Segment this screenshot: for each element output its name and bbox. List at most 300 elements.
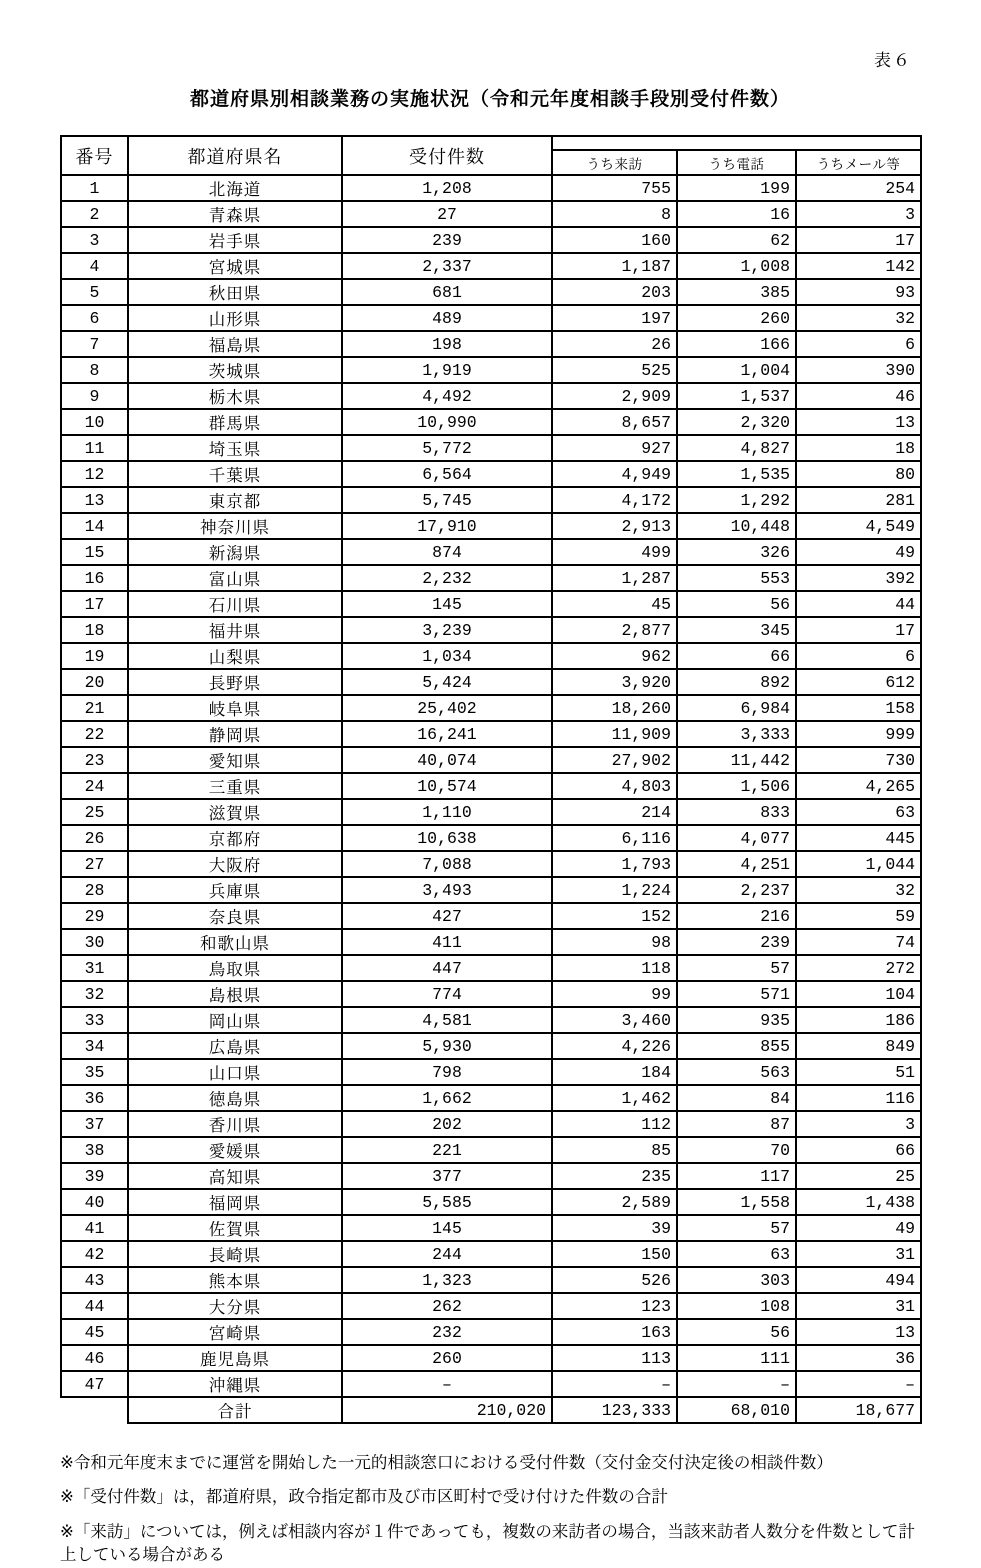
row-number-cell: 15 bbox=[61, 539, 128, 565]
mail-count-cell: 31 bbox=[796, 1241, 921, 1267]
visit-count-cell: 4,226 bbox=[552, 1033, 677, 1059]
prefecture-name-cell: 群馬県 bbox=[128, 409, 342, 435]
phone-count-cell: 385 bbox=[677, 279, 796, 305]
row-number-cell: 1 bbox=[61, 175, 128, 201]
mail-count-cell: 25 bbox=[796, 1163, 921, 1189]
header-row-main bbox=[61, 136, 921, 150]
visit-count-cell: 11,909 bbox=[552, 721, 677, 747]
prefecture-name-cell: 鹿児島県 bbox=[128, 1345, 342, 1371]
row-number-cell: 13 bbox=[61, 487, 128, 513]
visit-count-cell: 8 bbox=[552, 201, 677, 227]
row-number-cell: 24 bbox=[61, 773, 128, 799]
mail-count-cell: 104 bbox=[796, 981, 921, 1007]
visit-count-cell: 113 bbox=[552, 1345, 677, 1371]
prefecture-name-cell: 奈良県 bbox=[128, 903, 342, 929]
total-count-cell: 27 bbox=[342, 201, 552, 227]
visit-count-cell: 45 bbox=[552, 591, 677, 617]
row-number-cell: 4 bbox=[61, 253, 128, 279]
total-count-cell: 262 bbox=[342, 1293, 552, 1319]
visit-count-cell: 214 bbox=[552, 799, 677, 825]
table-row bbox=[61, 721, 921, 747]
prefecture-name-cell: 秋田県 bbox=[128, 279, 342, 305]
mail-count-cell: 51 bbox=[796, 1059, 921, 1085]
row-number-cell: 43 bbox=[61, 1267, 128, 1293]
visit-count-cell: 112 bbox=[552, 1111, 677, 1137]
mail-count-cell: 390 bbox=[796, 357, 921, 383]
row-number-cell: 47 bbox=[61, 1371, 128, 1397]
table-row bbox=[61, 279, 921, 305]
phone-count-cell: 2,320 bbox=[677, 409, 796, 435]
mail-count-cell: 849 bbox=[796, 1033, 921, 1059]
phone-count-cell: 1,008 bbox=[677, 253, 796, 279]
table-row bbox=[61, 669, 921, 695]
mail-count-cell: 4,549 bbox=[796, 513, 921, 539]
row-number-cell: 38 bbox=[61, 1137, 128, 1163]
row-number-cell: 46 bbox=[61, 1345, 128, 1371]
phone-count-cell: 84 bbox=[677, 1085, 796, 1111]
row-number-cell: 39 bbox=[61, 1163, 128, 1189]
table-row bbox=[61, 643, 921, 669]
row-number-cell: 12 bbox=[61, 461, 128, 487]
table-row bbox=[61, 305, 921, 331]
phone-count-cell: 57 bbox=[677, 1215, 796, 1241]
table-row bbox=[61, 1111, 921, 1137]
table-row bbox=[61, 1085, 921, 1111]
mail-count-cell: 36 bbox=[796, 1345, 921, 1371]
prefecture-name-cell: 岐阜県 bbox=[128, 695, 342, 721]
table-row bbox=[61, 903, 921, 929]
total-count-cell: 6,564 bbox=[342, 461, 552, 487]
total-count-cell: 5,745 bbox=[342, 487, 552, 513]
prefecture-name-cell: 石川県 bbox=[128, 591, 342, 617]
row-number-cell: 41 bbox=[61, 1215, 128, 1241]
footnote-receipt-scope: ※令和元年度末までに運営を開始した一元的相談窓口における受付件数（交付金交付決定後の相談件数） bbox=[60, 1454, 833, 1472]
mail-count-cell: 272 bbox=[796, 955, 921, 981]
visit-count-cell: 499 bbox=[552, 539, 677, 565]
total-count-cell: 681 bbox=[342, 279, 552, 305]
total-count-cell: 10,574 bbox=[342, 773, 552, 799]
total-count-cell: 17,910 bbox=[342, 513, 552, 539]
visit-count-cell: 755 bbox=[552, 175, 677, 201]
visit-count-cell: 163 bbox=[552, 1319, 677, 1345]
row-number-cell: 17 bbox=[61, 591, 128, 617]
row-number-cell: 22 bbox=[61, 721, 128, 747]
total-row-label-cell: 合計 bbox=[128, 1397, 342, 1423]
mail-count-cell: 281 bbox=[796, 487, 921, 513]
total-count-cell: 16,241 bbox=[342, 721, 552, 747]
row-number-cell: 27 bbox=[61, 851, 128, 877]
phone-count-cell: 68,010 bbox=[677, 1397, 796, 1423]
total-count-cell: 239 bbox=[342, 227, 552, 253]
visit-count-cell: 1,462 bbox=[552, 1085, 677, 1111]
prefecture-name-cell: 栃木県 bbox=[128, 383, 342, 409]
table-row bbox=[61, 1371, 921, 1397]
col-header-total-count: 受付件数 bbox=[342, 136, 552, 175]
visit-count-cell: 526 bbox=[552, 1267, 677, 1293]
mail-count-cell: 730 bbox=[796, 747, 921, 773]
row-number-cell: 32 bbox=[61, 981, 128, 1007]
phone-count-cell: 892 bbox=[677, 669, 796, 695]
mail-count-cell: 59 bbox=[796, 903, 921, 929]
prefecture-name-cell: 山梨県 bbox=[128, 643, 342, 669]
visit-count-cell: 8,657 bbox=[552, 409, 677, 435]
phone-count-cell: 117 bbox=[677, 1163, 796, 1189]
total-count-cell: 25,402 bbox=[342, 695, 552, 721]
prefecture-name-cell: 宮城県 bbox=[128, 253, 342, 279]
total-count-cell: 202 bbox=[342, 1111, 552, 1137]
table-row bbox=[61, 1215, 921, 1241]
mail-count-cell: 66 bbox=[796, 1137, 921, 1163]
visit-count-cell: 1,793 bbox=[552, 851, 677, 877]
mail-count-cell: 46 bbox=[796, 383, 921, 409]
total-count-cell: 377 bbox=[342, 1163, 552, 1189]
mail-count-cell: 3 bbox=[796, 201, 921, 227]
col-header-number: 番号 bbox=[61, 136, 128, 175]
phone-count-cell: 70 bbox=[677, 1137, 796, 1163]
total-count-cell: 447 bbox=[342, 955, 552, 981]
phone-count-cell: 4,077 bbox=[677, 825, 796, 851]
phone-count-cell: 303 bbox=[677, 1267, 796, 1293]
prefecture-name-cell: 福島県 bbox=[128, 331, 342, 357]
mail-count-cell: 158 bbox=[796, 695, 921, 721]
phone-count-cell: 111 bbox=[677, 1345, 796, 1371]
subheader-spacer bbox=[552, 136, 921, 150]
prefecture-name-cell: 香川県 bbox=[128, 1111, 342, 1137]
visit-count-cell: 39 bbox=[552, 1215, 677, 1241]
prefecture-name-cell: 島根県 bbox=[128, 981, 342, 1007]
mail-count-cell: 1,044 bbox=[796, 851, 921, 877]
table-row bbox=[61, 175, 921, 201]
mail-count-cell: 6 bbox=[796, 331, 921, 357]
visit-count-cell: 2,909 bbox=[552, 383, 677, 409]
row-number-cell: 44 bbox=[61, 1293, 128, 1319]
mail-count-cell: 74 bbox=[796, 929, 921, 955]
total-count-cell: 3,493 bbox=[342, 877, 552, 903]
phone-count-cell: 326 bbox=[677, 539, 796, 565]
total-count-cell: 5,424 bbox=[342, 669, 552, 695]
table-row bbox=[61, 565, 921, 591]
total-count-cell: 4,492 bbox=[342, 383, 552, 409]
row-number-cell: 11 bbox=[61, 435, 128, 461]
mail-count-cell: 49 bbox=[796, 539, 921, 565]
phone-count-cell: 1,535 bbox=[677, 461, 796, 487]
total-row-spacer-cell bbox=[61, 1397, 128, 1423]
mail-count-cell: 17 bbox=[796, 617, 921, 643]
mail-count-cell: 44 bbox=[796, 591, 921, 617]
total-count-cell: 5,585 bbox=[342, 1189, 552, 1215]
phone-count-cell: 855 bbox=[677, 1033, 796, 1059]
row-number-cell: 28 bbox=[61, 877, 128, 903]
total-count-cell: 1,919 bbox=[342, 357, 552, 383]
prefecture-name-cell: 熊本県 bbox=[128, 1267, 342, 1293]
phone-count-cell: 62 bbox=[677, 227, 796, 253]
row-number-cell: 26 bbox=[61, 825, 128, 851]
prefecture-name-cell: 富山県 bbox=[128, 565, 342, 591]
visit-count-cell: 203 bbox=[552, 279, 677, 305]
visit-count-cell: 2,877 bbox=[552, 617, 677, 643]
mail-count-cell: 31 bbox=[796, 1293, 921, 1319]
table-row bbox=[61, 617, 921, 643]
phone-count-cell: 553 bbox=[677, 565, 796, 591]
table-row bbox=[61, 799, 921, 825]
phone-count-cell: 4,251 bbox=[677, 851, 796, 877]
visit-count-cell: 1,224 bbox=[552, 877, 677, 903]
mail-count-cell: 32 bbox=[796, 877, 921, 903]
phone-count-cell: 56 bbox=[677, 1319, 796, 1345]
mail-count-cell: 999 bbox=[796, 721, 921, 747]
col-header-mail: うちメール等 bbox=[796, 150, 921, 175]
mail-count-cell: 254 bbox=[796, 175, 921, 201]
visit-count-cell: 118 bbox=[552, 955, 677, 981]
phone-count-cell: 239 bbox=[677, 929, 796, 955]
table-row bbox=[61, 461, 921, 487]
table-row bbox=[61, 1033, 921, 1059]
mail-count-cell: 186 bbox=[796, 1007, 921, 1033]
row-number-cell: 20 bbox=[61, 669, 128, 695]
table-row bbox=[61, 409, 921, 435]
table-row bbox=[61, 227, 921, 253]
visit-count-cell: 98 bbox=[552, 929, 677, 955]
visit-count-cell: 235 bbox=[552, 1163, 677, 1189]
row-number-cell: 31 bbox=[61, 955, 128, 981]
total-count-cell: 260 bbox=[342, 1345, 552, 1371]
row-number-cell: 8 bbox=[61, 357, 128, 383]
prefecture-name-cell: 長野県 bbox=[128, 669, 342, 695]
phone-count-cell: 2,237 bbox=[677, 877, 796, 903]
visit-count-cell: 160 bbox=[552, 227, 677, 253]
visit-count-cell: 1,287 bbox=[552, 565, 677, 591]
footnote-visit-counting: ※「来訪」については，例えば相談内容が１件であっても，複数の来訪者の場合，当該来訪者人数分を件数として計上している場合がある bbox=[60, 1522, 915, 1565]
table-row bbox=[61, 1293, 921, 1319]
row-number-cell: 30 bbox=[61, 929, 128, 955]
total-count-cell: 221 bbox=[342, 1137, 552, 1163]
row-number-cell: 10 bbox=[61, 409, 128, 435]
mail-count-cell: 612 bbox=[796, 669, 921, 695]
table-row bbox=[61, 383, 921, 409]
visit-count-cell: 123 bbox=[552, 1293, 677, 1319]
row-number-cell: 21 bbox=[61, 695, 128, 721]
table-row bbox=[61, 955, 921, 981]
row-number-cell: 25 bbox=[61, 799, 128, 825]
table-total-row bbox=[61, 1397, 921, 1423]
phone-count-cell: 216 bbox=[677, 903, 796, 929]
row-number-cell: 23 bbox=[61, 747, 128, 773]
table-row bbox=[61, 331, 921, 357]
phone-count-cell: 10,448 bbox=[677, 513, 796, 539]
row-number-cell: 16 bbox=[61, 565, 128, 591]
visit-count-cell: 3,920 bbox=[552, 669, 677, 695]
col-header-prefecture: 都道府県名 bbox=[128, 136, 342, 175]
mail-count-cell: 63 bbox=[796, 799, 921, 825]
phone-count-cell: 1,558 bbox=[677, 1189, 796, 1215]
col-header-phone: うち電話 bbox=[677, 150, 796, 175]
visit-count-cell: 152 bbox=[552, 903, 677, 929]
prefecture-name-cell: 三重県 bbox=[128, 773, 342, 799]
prefecture-name-cell: 鳥取県 bbox=[128, 955, 342, 981]
table-row bbox=[61, 1241, 921, 1267]
prefecture-name-cell: 岩手県 bbox=[128, 227, 342, 253]
phone-count-cell: 57 bbox=[677, 955, 796, 981]
table-row bbox=[61, 1267, 921, 1293]
phone-count-cell: 1,004 bbox=[677, 357, 796, 383]
phone-count-cell: 4,827 bbox=[677, 435, 796, 461]
phone-count-cell: 1,537 bbox=[677, 383, 796, 409]
visit-count-cell: 99 bbox=[552, 981, 677, 1007]
prefecture-name-cell: 山形県 bbox=[128, 305, 342, 331]
visit-count-cell: 184 bbox=[552, 1059, 677, 1085]
total-count-cell: 5,930 bbox=[342, 1033, 552, 1059]
table-row bbox=[61, 695, 921, 721]
visit-count-cell: 927 bbox=[552, 435, 677, 461]
visit-count-cell: 3,460 bbox=[552, 1007, 677, 1033]
mail-count-cell: 1,438 bbox=[796, 1189, 921, 1215]
row-number-cell: 18 bbox=[61, 617, 128, 643]
phone-count-cell: 87 bbox=[677, 1111, 796, 1137]
table-row bbox=[61, 929, 921, 955]
table-row bbox=[61, 487, 921, 513]
mail-count-cell: 6 bbox=[796, 643, 921, 669]
col-header-visit: うち来訪 bbox=[552, 150, 677, 175]
row-number-cell: 29 bbox=[61, 903, 128, 929]
phone-count-cell: 563 bbox=[677, 1059, 796, 1085]
mail-count-cell: 494 bbox=[796, 1267, 921, 1293]
phone-count-cell: 571 bbox=[677, 981, 796, 1007]
mail-count-cell: 18 bbox=[796, 435, 921, 461]
row-number-cell: 14 bbox=[61, 513, 128, 539]
prefecture-name-cell: 広島県 bbox=[128, 1033, 342, 1059]
mail-count-cell: 17 bbox=[796, 227, 921, 253]
prefecture-name-cell: 佐賀県 bbox=[128, 1215, 342, 1241]
table-row bbox=[61, 773, 921, 799]
phone-count-cell: 3,333 bbox=[677, 721, 796, 747]
prefecture-consultation-table bbox=[60, 135, 922, 1424]
total-count-cell: 798 bbox=[342, 1059, 552, 1085]
total-count-cell: 210,020 bbox=[342, 1397, 552, 1423]
phone-count-cell: 56 bbox=[677, 591, 796, 617]
visit-count-cell: 962 bbox=[552, 643, 677, 669]
prefecture-name-cell: 愛知県 bbox=[128, 747, 342, 773]
prefecture-name-cell: 京都府 bbox=[128, 825, 342, 851]
total-count-cell: 489 bbox=[342, 305, 552, 331]
total-count-cell: 1,110 bbox=[342, 799, 552, 825]
prefecture-name-cell: 愛媛県 bbox=[128, 1137, 342, 1163]
mail-count-cell: 49 bbox=[796, 1215, 921, 1241]
footnote-count-definition: ※「受付件数」は，都道府県，政令指定都市及び市区町村で受け付けた件数の合計 bbox=[60, 1488, 668, 1507]
row-number-cell: 6 bbox=[61, 305, 128, 331]
total-count-cell: 232 bbox=[342, 1319, 552, 1345]
total-count-cell: 1,662 bbox=[342, 1085, 552, 1111]
visit-count-cell: 18,260 bbox=[552, 695, 677, 721]
phone-count-cell: 66 bbox=[677, 643, 796, 669]
visit-count-cell: 27,902 bbox=[552, 747, 677, 773]
visit-count-cell: 85 bbox=[552, 1137, 677, 1163]
table-number-label: 表６ bbox=[874, 51, 912, 70]
visit-count-cell: 525 bbox=[552, 357, 677, 383]
table-row bbox=[61, 591, 921, 617]
row-number-cell: 40 bbox=[61, 1189, 128, 1215]
table-row bbox=[61, 1059, 921, 1085]
mail-count-cell: 32 bbox=[796, 305, 921, 331]
table-row bbox=[61, 1163, 921, 1189]
table-row bbox=[61, 513, 921, 539]
visit-count-cell: 6,116 bbox=[552, 825, 677, 851]
page-title: 都道府県別相談業務の実施状況（令和元年度相談手段別受付件数） bbox=[189, 89, 790, 110]
row-number-cell: 2 bbox=[61, 201, 128, 227]
phone-count-cell: 166 bbox=[677, 331, 796, 357]
phone-count-cell: 63 bbox=[677, 1241, 796, 1267]
visit-count-cell: 123,333 bbox=[552, 1397, 677, 1423]
total-count-cell: 244 bbox=[342, 1241, 552, 1267]
row-number-cell: 36 bbox=[61, 1085, 128, 1111]
row-number-cell: 3 bbox=[61, 227, 128, 253]
phone-count-cell: 11,442 bbox=[677, 747, 796, 773]
total-count-cell: 145 bbox=[342, 1215, 552, 1241]
table-row bbox=[61, 747, 921, 773]
visit-count-cell: 1,187 bbox=[552, 253, 677, 279]
phone-count-cell: 1,292 bbox=[677, 487, 796, 513]
prefecture-name-cell: 北海道 bbox=[128, 175, 342, 201]
mail-count-cell: 142 bbox=[796, 253, 921, 279]
row-number-cell: 34 bbox=[61, 1033, 128, 1059]
phone-count-cell: 6,984 bbox=[677, 695, 796, 721]
visit-count-cell: 197 bbox=[552, 305, 677, 331]
mail-count-cell: 3 bbox=[796, 1111, 921, 1137]
phone-count-cell: 935 bbox=[677, 1007, 796, 1033]
total-count-cell: 1,034 bbox=[342, 643, 552, 669]
prefecture-name-cell: 和歌山県 bbox=[128, 929, 342, 955]
table-row bbox=[61, 1189, 921, 1215]
mail-count-cell: 93 bbox=[796, 279, 921, 305]
mail-count-cell: 13 bbox=[796, 409, 921, 435]
table-row bbox=[61, 851, 921, 877]
prefecture-name-cell: 静岡県 bbox=[128, 721, 342, 747]
phone-count-cell: 260 bbox=[677, 305, 796, 331]
mail-count-cell: 80 bbox=[796, 461, 921, 487]
phone-count-cell: 345 bbox=[677, 617, 796, 643]
table-body bbox=[61, 175, 921, 1423]
prefecture-name-cell: 茨城県 bbox=[128, 357, 342, 383]
prefecture-name-cell: 東京都 bbox=[128, 487, 342, 513]
prefecture-name-cell: 神奈川県 bbox=[128, 513, 342, 539]
mail-count-cell: 18,677 bbox=[796, 1397, 921, 1423]
table-header bbox=[61, 136, 921, 175]
phone-count-cell: 833 bbox=[677, 799, 796, 825]
visit-count-cell: 4,803 bbox=[552, 773, 677, 799]
prefecture-name-cell: 滋賀県 bbox=[128, 799, 342, 825]
total-count-cell: 40,074 bbox=[342, 747, 552, 773]
table-row bbox=[61, 539, 921, 565]
row-number-cell: 42 bbox=[61, 1241, 128, 1267]
prefecture-name-cell: 青森県 bbox=[128, 201, 342, 227]
total-count-cell: 145 bbox=[342, 591, 552, 617]
total-count-cell: 1,208 bbox=[342, 175, 552, 201]
phone-count-cell: 1,506 bbox=[677, 773, 796, 799]
row-number-cell: 33 bbox=[61, 1007, 128, 1033]
total-count-cell: 5,772 bbox=[342, 435, 552, 461]
table-row bbox=[61, 253, 921, 279]
mail-count-cell: 13 bbox=[796, 1319, 921, 1345]
prefecture-name-cell: 沖縄県 bbox=[128, 1371, 342, 1397]
table-row bbox=[61, 357, 921, 383]
prefecture-name-cell: 徳島県 bbox=[128, 1085, 342, 1111]
phone-count-cell: 199 bbox=[677, 175, 796, 201]
table-row bbox=[61, 877, 921, 903]
phone-count-cell: – bbox=[677, 1371, 796, 1397]
visit-count-cell: 2,913 bbox=[552, 513, 677, 539]
prefecture-name-cell: 兵庫県 bbox=[128, 877, 342, 903]
total-count-cell: 7,088 bbox=[342, 851, 552, 877]
total-count-cell: 1,323 bbox=[342, 1267, 552, 1293]
